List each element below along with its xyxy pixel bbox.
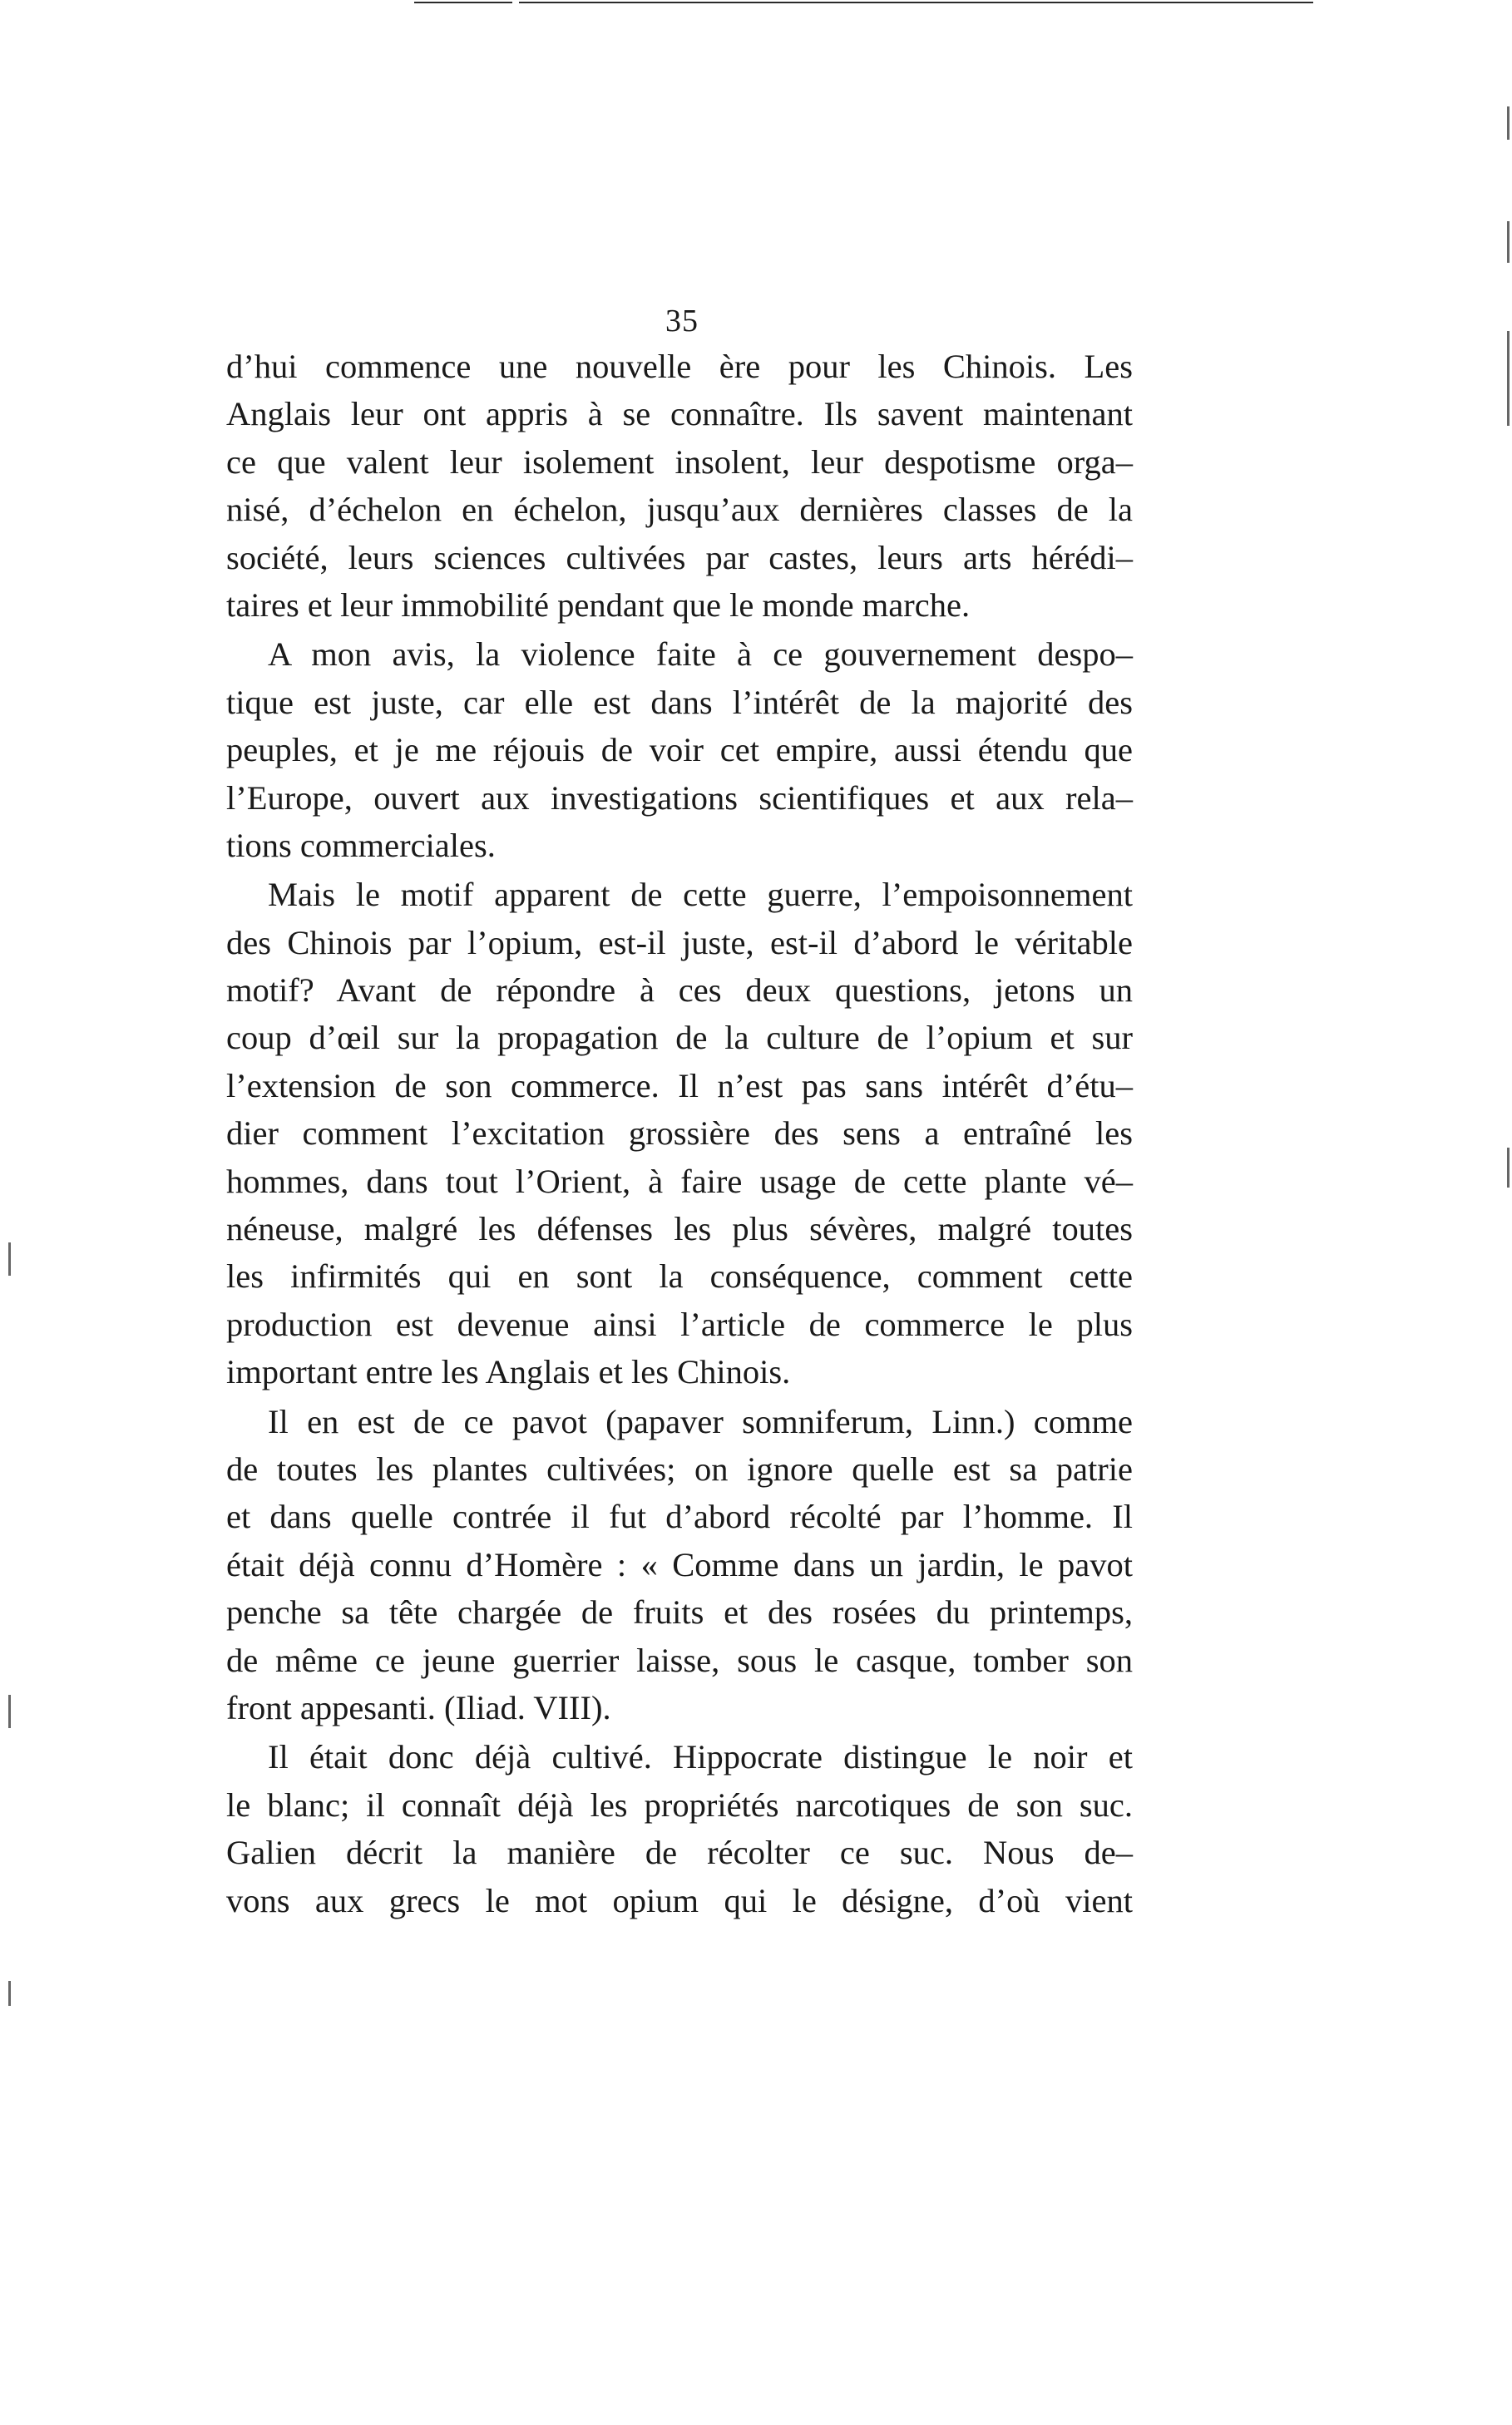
text-line: était déjà connu d’Homère : « Comme dans un jardin, le pavot	[226, 1545, 1133, 1583]
text-line: vons aux grecs le mot opium qui le désigne, d’où vient	[226, 1881, 1133, 1919]
text-line: des Chinois par l’opium, est-il juste, est-il d’abord le véritable	[226, 923, 1133, 961]
text-line: tique est juste, car elle est dans l’intérêt de la majorité des	[226, 683, 1133, 721]
body-text	[226, 343, 1133, 1924]
text-line: l’Europe, ouvert aux investigations scientifiques et aux rela–	[226, 778, 1133, 817]
text-line: taires et leur immobilité pendant que le monde marche.	[226, 585, 971, 624]
text-line: Il en est de ce pavot (papaver somniferum, Linn.) comme	[268, 1402, 1133, 1440]
text-line: Anglais leur ont appris à se connaître. Ils savent maintenant	[226, 395, 1133, 433]
text-line: Mais le motif apparent de cette guerre, l’empoisonnement	[268, 876, 1133, 914]
scan-edge-mark	[1507, 221, 1510, 263]
text-line: le blanc; il connaît déjà les propriétés narcotiques de son suc.	[226, 1785, 1133, 1824]
scan-top-rule-right	[519, 2, 1313, 3]
text-line: Galien décrit la manière de récolter ce suc. Nous de–	[226, 1834, 1133, 1872]
text-line: néneuse, malgré les défenses les plus sévères, malgré toutes	[226, 1210, 1133, 1248]
text-line: l’extension de son commerce. Il n’est pas sans intérêt d’étu–	[226, 1066, 1133, 1104]
text-line: tions commerciales.	[226, 826, 496, 864]
text-line: penche sa tête chargée de fruits et des rosées du printemps,	[226, 1593, 1133, 1632]
scan-edge-mark	[1507, 106, 1510, 140]
text-line: société, leurs sciences cultivées par castes, leurs arts hérédi–	[226, 538, 1133, 576]
text-line: peuples, et je me réjouis de voir cet empire, aussi étendu que	[226, 731, 1133, 769]
text-line: A mon avis, la violence faite à ce gouvernement despo–	[268, 635, 1133, 674]
scan-edge-mark	[8, 1981, 11, 2006]
text-line: de même ce jeune guerrier laisse, sous le casque, tomber son	[226, 1641, 1133, 1679]
text-line: d’hui commence une nouvelle ère pour les Chinois. Les	[226, 348, 1133, 385]
text-line: Il était donc déjà cultivé. Hippocrate distingue le noir et	[268, 1738, 1133, 1776]
text-line: les infirmités qui en sont la conséquence, comment cette	[226, 1257, 1133, 1296]
scan-edge-mark	[8, 1695, 11, 1728]
text-line: motif? Avant de répondre à ces deux questions, jetons un	[226, 971, 1133, 1010]
scan-edge-mark	[8, 1242, 11, 1276]
text-line: hommes, dans tout l’Orient, à faire usage de cette plante vé–	[226, 1162, 1133, 1200]
text-line: et dans quelle contrée il fut d’abord récolté par l’homme. Il	[226, 1498, 1133, 1536]
text-line: de toutes les plantes cultivées; on ignore quelle est sa patrie	[226, 1450, 1133, 1488]
text-line: front appesanti. (Iliad. VIII).	[226, 1688, 611, 1726]
text-line: production est devenue ainsi l’article de commerce le plus	[226, 1305, 1133, 1343]
text-line: nisé, d’échelon en échelon, jusqu’aux dernières classes de la	[226, 491, 1133, 529]
text-line: dier comment l’excitation grossière des sens a entraîné les	[226, 1114, 1133, 1153]
scan-top-rule-left	[414, 2, 512, 3]
text-line: coup d’œil sur la propagation de la culture de l’opium et sur	[226, 1019, 1133, 1057]
text-line: ce que valent leur isolement insolent, leur despotisme orga–	[226, 442, 1133, 481]
text-line: important entre les Anglais et les Chinois.	[226, 1353, 791, 1391]
scan-edge-mark	[1507, 1148, 1510, 1188]
page-number: 35	[665, 304, 699, 338]
scan-edge-mark	[1507, 331, 1510, 426]
